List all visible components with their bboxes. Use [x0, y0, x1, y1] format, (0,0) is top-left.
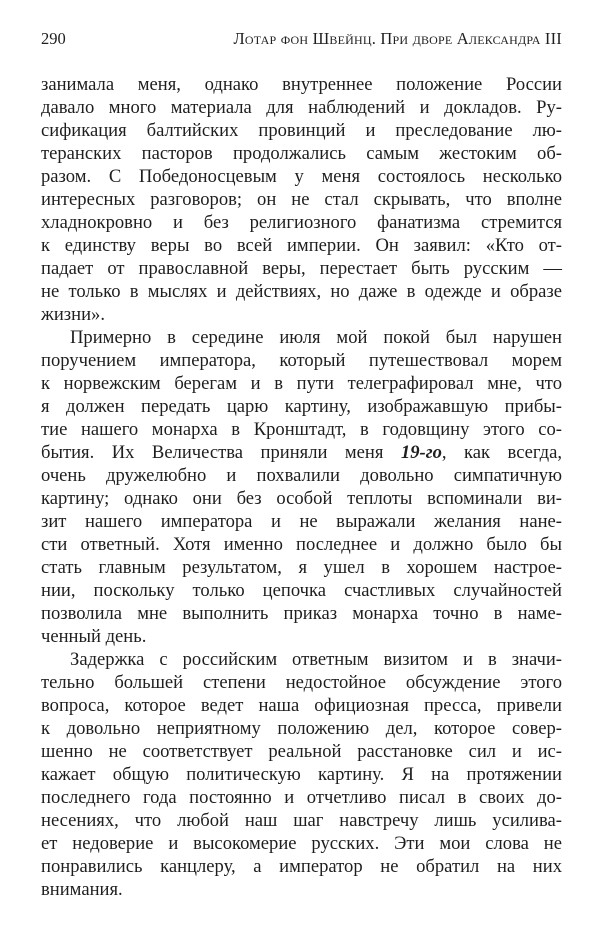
text-line: внимания. — [41, 879, 123, 900]
text-line: к единству веры во всей империи. Он заявил: «Кто от- — [41, 235, 562, 256]
text-line: нии, поскольку только цепочка счастливых случайностей — [41, 580, 562, 601]
text-line: поручением императора, который путешествовал морем — [41, 350, 562, 371]
text-line — [41, 441, 562, 464]
running-title: Лотар фон Швейнц. При дворе Александра III — [233, 29, 562, 48]
text-line: давало много материала для наблюдений и докладов. Ру- — [41, 97, 562, 118]
body-text — [41, 73, 562, 901]
text-line: картину; однако они без особой теплоты вспоминали ви- — [41, 488, 562, 509]
text-line: шенно не соответствует реальной расстановке сил и ис- — [41, 741, 562, 762]
text-line: теранских пасторов продолжались самым жестоким об- — [41, 143, 562, 164]
text-line: последнего года постоянно и отчетливо писал в своих до- — [41, 787, 562, 808]
text-segment: , как всегда, — [441, 442, 562, 463]
text-line: позволила мне выполнить приказ монарха точно в наме- — [41, 603, 562, 624]
text-line: падает от православной веры, перестает быть русским — — [41, 258, 562, 279]
text-line: тие нашего монарха в Кронштадт, в годовщину этого со- — [41, 419, 562, 440]
paragraph — [41, 73, 562, 326]
text-line: несениях, что любой наш шаг навстречу лишь усилива- — [41, 810, 562, 831]
text-line: разом. С Победоносцевым у меня состоялось несколько — [41, 166, 562, 187]
text-segment: бытия. Их Величества приняли меня — [41, 442, 401, 463]
running-header — [41, 29, 562, 51]
text-line: Задержка с российским ответным визитом и в значи- — [70, 649, 562, 670]
text-line: хладнокровно и без религиозного фанатизма стремится — [41, 212, 562, 233]
text-line: к норвежским берегам и в пути телеграфировал мне, что — [41, 373, 562, 394]
text-line: сификация балтийских провинций и преследование лю- — [41, 120, 562, 141]
text-line: зит нашего императора и не выражали желания нане- — [41, 511, 562, 532]
text-line: кажает общую политическую картину. Я на протяжении — [41, 764, 562, 785]
text-line: не только в мыслях и действиях, но даже в одежде и образе — [41, 281, 562, 302]
text-line: занимала меня, однако внутреннее положение России — [41, 74, 562, 95]
text-line: я должен передать царю картину, изображавшую прибы- — [41, 396, 562, 417]
text-line: жизни». — [41, 304, 105, 325]
text-line: тельно большей степени недостойное обсуждение этого — [41, 672, 562, 693]
page-number: 290 — [41, 29, 66, 48]
text-line: ченный день. — [41, 626, 147, 647]
text-line: стать главным результатом, я ушел в хорошем настрое- — [41, 557, 562, 578]
emphasized-date: 19-го — [400, 442, 442, 463]
paragraph — [41, 326, 562, 648]
paragraph — [41, 648, 562, 901]
text-line: сти ответный. Хотя именно последнее и должно было бы — [41, 534, 562, 555]
text-line: очень дружелюбно и похвалили довольно симпатичную — [41, 465, 562, 486]
text-line: понравились канцлеру, а император не обратил на них — [41, 856, 562, 877]
text-line: к довольно неприятному положению дел, которое совер- — [41, 718, 562, 739]
text-line: интересных разговоров; он не стал скрывать, что вполне — [41, 189, 562, 210]
text-line: вопроса, которое ведет наша официозная пресса, привели — [41, 695, 562, 716]
text-line: ет недоверие и высокомерие русских. Эти мои слова не — [41, 833, 562, 854]
text-line: Примерно в середине июля мой покой был нарушен — [70, 327, 562, 348]
